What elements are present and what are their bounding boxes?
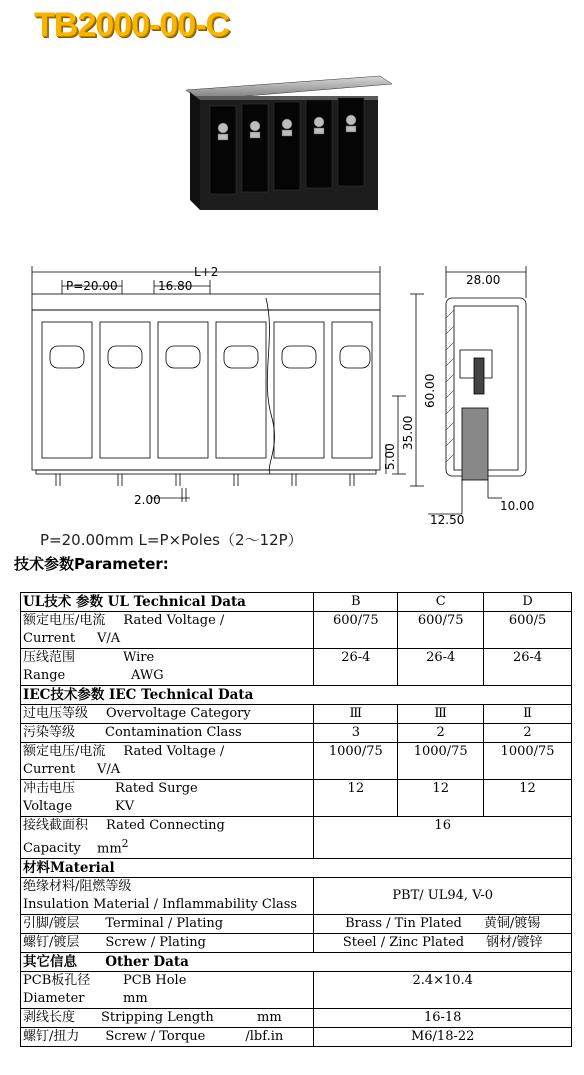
label-cn: 螺钉/扭力 [23,1029,80,1045]
label-en: Stripping Length [101,1010,214,1026]
label-en: Wire [123,650,155,665]
value-merged [314,934,572,953]
label-cn2: Voltage [23,799,73,814]
dim-l-label: L+2 [194,265,219,279]
label-en: Rated Voltage / [123,744,225,759]
col-c-header: C [398,593,484,612]
label-cn: 额定电压/电流 [23,744,106,759]
value-merged: 16 [314,817,572,859]
label-cn: 额定电压/电流 [23,613,106,628]
table-row [21,649,572,686]
col-b-header: B [314,593,398,612]
label-en: Screw / Plating [105,935,206,951]
table-row [21,1009,572,1028]
material-header-label: 材料Material [21,859,572,878]
dim-p-label: P=20.00 [66,279,118,293]
other-header-label: 其它信息 Other Data [21,953,572,972]
value-b: 26-4 [314,649,398,686]
table-row [21,878,572,915]
label-en2: mm [123,991,148,1007]
row-label [21,934,314,953]
dim-3500-label: 35.00 [401,415,415,450]
spec-table [20,592,572,1047]
row-label [21,780,314,817]
table-row [21,972,572,1009]
value-c: 12 [398,780,484,817]
label-cn: 过电压等级 [23,706,89,721]
label-cn: 污染等级 [23,725,76,740]
table-row [21,743,572,780]
value-en: Brass / Tin Plated [345,916,462,932]
value-d: 12 [484,780,572,817]
label-cn2: Diameter [23,991,85,1007]
product-title: TB2000-00-C [34,6,229,44]
table-row [21,1028,572,1047]
value-d: 600/5 [484,612,572,649]
ul-header-label: UL技术 参数 UL Technical Data [21,593,314,612]
label-en: Contamination Class [105,725,242,740]
value-b: 1000/75 [314,743,398,780]
label-en: Terminal / Plating [105,916,224,932]
dim-200-label: 2.00 [134,493,161,507]
row-label [21,972,314,1009]
table-row [21,817,572,859]
value-merged: M6/18-22 [314,1028,572,1047]
row-label [21,1028,314,1047]
label-cn: 绝缘材料/阻燃等级 [23,879,132,895]
label-cn2: Capacity [23,841,81,857]
iec-header-row [21,686,572,705]
value-merged: 16-18 [314,1009,572,1028]
parameter-heading: 技术参数Parameter: [14,555,169,573]
ul-header-row [21,593,572,612]
other-header-row [21,953,572,972]
iec-header-label: IEC技术参数 IEC Technical Data [21,686,572,705]
value-merged: 2.4×10.4 [314,972,572,1009]
row-label [21,878,314,915]
table-row [21,934,572,953]
value-d: 1000/75 [484,743,572,780]
label-en: PCB Hole [123,973,187,989]
label-en: Overvoltage Category [106,706,251,721]
table-row [21,612,572,649]
label-unit: mm [257,1010,282,1026]
table-row [21,724,572,743]
value-d: Ⅱ [484,705,572,724]
row-label [21,612,314,649]
value-b: 3 [314,724,398,743]
label-cn: 剥线长度 [23,1010,76,1026]
value-c: 2 [398,724,484,743]
row-label [21,724,314,743]
pitch-formula: P=20.00mm L=P×Poles（2～12P） [40,531,303,549]
row-label [21,705,314,724]
label-en2: AWG [131,668,164,683]
value-cn: 钢材/镀锌 [486,935,543,951]
row-label [21,1009,314,1028]
table-row [21,705,572,724]
label-en2: V/A [97,762,121,777]
value-b: 12 [314,780,398,817]
dim-2800-label: 28.00 [466,273,501,287]
label-en: Rated Surge [115,781,198,796]
value-c: 26-4 [398,649,484,686]
material-header-row [21,859,572,878]
dim-6000-label: 60.00 [423,373,437,408]
row-label [21,817,314,859]
label-en2: V/A [97,631,121,646]
dim-1250-label: 12.50 [430,513,465,527]
product-photo [180,70,400,220]
label-cn: PCB板孔径 [23,973,91,989]
label-unit: /lbf.in [245,1029,284,1045]
row-label [21,649,314,686]
dim-500-label: 5.00 [383,443,397,470]
value-d: 26-4 [484,649,572,686]
dim-1000-label: 10.00 [500,499,535,513]
label-en: Screw / Torque [105,1029,206,1045]
label-en2: mm [97,841,122,857]
label-en: Rated Connecting [106,818,225,833]
table-row [21,780,572,817]
label-en2: KV [115,799,135,814]
dim-1680-label: 16.80 [158,279,193,293]
label-cn2: Current [23,762,76,777]
label-cn: 接线截面积 [23,818,89,833]
label-cn: 压线范围 [23,650,76,665]
label-en: Insulation Material / Inflammability Class [23,897,298,913]
label-cn2: Current [23,631,76,646]
value-c: 1000/75 [398,743,484,780]
value-b: 600/75 [314,612,398,649]
value-en: Steel / Zinc Plated [342,935,465,951]
label-en: Rated Voltage / [123,613,225,628]
value-merged: PBT/ UL94, V-0 [314,878,572,915]
value-d: 2 [484,724,572,743]
value-b: Ⅲ [314,705,398,724]
value-c: 600/75 [398,612,484,649]
value-cn: 黄铜/镀锡 [483,916,541,932]
label-cn: 螺钉/镀层 [23,935,80,951]
label-cn: 冲击电压 [23,781,76,796]
value-c: Ⅲ [398,705,484,724]
value-merged [314,915,572,934]
table-row [21,915,572,934]
label-cn2: Range [23,668,66,683]
row-label [21,915,314,934]
technical-drawing [14,258,574,530]
col-d-header: D [484,593,572,612]
row-label [21,743,314,780]
label-cn: 引脚/镀层 [23,916,80,932]
label-sup: 2 [121,837,129,850]
